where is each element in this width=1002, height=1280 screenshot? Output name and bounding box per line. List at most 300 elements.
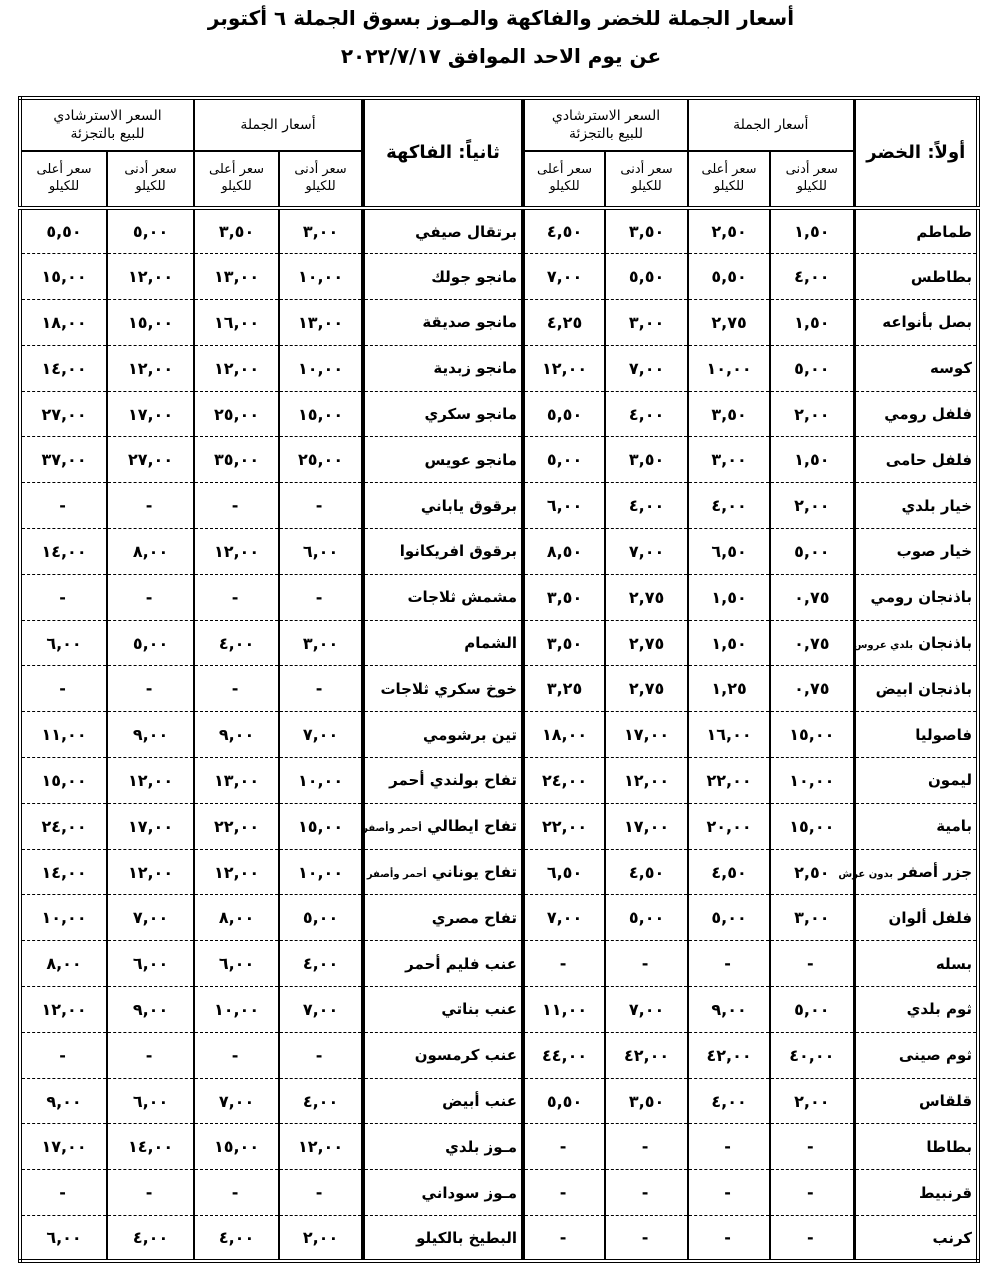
min-label: سعر أدنى [294,162,347,178]
vegetable-retail-min: ١٢,٠٠ [605,758,688,804]
vegetable-name-cell [854,1032,978,1078]
fruit-name: مانجو جولك [431,267,518,286]
vegetable-name: فلفل حامى [885,450,973,469]
vegetable-name-cell [854,300,978,346]
fruit-name-cell [363,345,523,391]
vegetable-name: جزر أصفر [898,863,973,882]
vegetable-name: بصل بأنواعه [882,313,973,332]
fruit-retail-min: ٩,٠٠ [107,712,194,758]
fruit-name: خوخ سكري ثلاجات [380,679,518,698]
table-row [20,1078,978,1124]
fruit-retail-min: - [107,1032,194,1078]
vegetable-name-cell [854,758,978,804]
vegetable-wholesale-max: ١٦,٠٠ [688,712,770,758]
fruit-wholesale-max: ٣٥,٠٠ [194,437,279,483]
fruit-retail-min: ٥,٠٠ [107,620,194,666]
per-kilo-label: للكيلو [631,179,662,194]
fruit-name-cell [363,1216,523,1262]
fruit-retail-max: ٢٤,٠٠ [20,803,107,849]
fruit-name: تفاح يوناني [431,863,518,882]
vegetable-wholesale-max: ٤,٠٠ [688,1078,770,1124]
fruit-wholesale-min: ١٥,٠٠ [279,803,363,849]
fruit-retail-max: ١٥,٠٠ [20,758,107,804]
vegetable-retail-min: ٥,٠٠ [605,895,688,941]
fruit-wholesale-max: ٤,٠٠ [194,620,279,666]
table-row [20,1216,978,1262]
vegetable-name: بطاطس [910,267,973,286]
veg-retail-header [523,98,688,151]
fruit-retail-max: ١٨,٠٠ [20,300,107,346]
vegetable-name-cell [854,803,978,849]
fruit-wholesale-min: - [279,1032,363,1078]
fruit-name: تفاح بولندي أحمر [389,771,518,790]
fruit-name: برقوق ياباني [420,496,518,515]
vegetable-wholesale-max: ١,٥٠ [688,574,770,620]
fruit-wholesale-max: - [194,483,279,529]
fruit-retail-min: ٨,٠٠ [107,529,194,575]
page-title: أسعار الجملة للخضر والفاكهة والمـوز بسوق الجملة ٦ أكتوبر [207,6,795,30]
fruit-retail-max: ٨,٠٠ [20,941,107,987]
table-row [20,1032,978,1078]
fruit-name-cell [363,300,523,346]
page-subtitle-date: عن يوم الاحد الموافق ٢٠٢٢/٧/١٧ [340,44,662,68]
fruit-name-cell [363,574,523,620]
fruit-wholesale-min: ٤,٠٠ [279,1078,363,1124]
fruit-wholesale-max: - [194,1170,279,1216]
fruit-retail-max: - [20,1170,107,1216]
veg-wholesale-header: أسعار الجملة [688,98,854,151]
vegetable-name-cell [854,941,978,987]
fruit-retail-min: ١٢,٠٠ [107,345,194,391]
veg-retail-min-header [605,151,688,208]
vegetable-wholesale-max: ٢,٥٠ [688,208,770,254]
per-kilo-label: للكيلو [135,179,166,194]
fruit-retail-max: - [20,574,107,620]
vegetable-name: خيار بلدي [901,496,973,515]
vegetable-name: ثوم صينى [898,1046,973,1065]
fruit-wholesale-min-header [279,151,363,208]
per-kilo-label: للكيلو [305,179,336,194]
vegetable-retail-max: ٧,٠٠ [523,254,605,300]
vegetable-retail-min: ١٧,٠٠ [605,712,688,758]
fruit-wholesale-max: ١٣,٠٠ [194,758,279,804]
fruit-name-cell [363,437,523,483]
fruit-wholesale-max: ١٠,٠٠ [194,987,279,1033]
fruit-retail-min: ١٢,٠٠ [107,254,194,300]
fruit-wholesale-max: ١٢,٠٠ [194,849,279,895]
vegetable-name: بطاطا [926,1137,973,1156]
fruit-name-cell [363,529,523,575]
fruit-wholesale-header: أسعار الجملة [194,98,363,151]
table-row [20,620,978,666]
vegetable-wholesale-min: - [770,941,854,987]
vegetable-wholesale-max: ٤٢,٠٠ [688,1032,770,1078]
vegetable-wholesale-max: - [688,941,770,987]
vegetable-name: باذنجان ابيض [875,679,973,698]
table-row [20,437,978,483]
vegetable-name-cell [854,574,978,620]
fruit-wholesale-max: ١٣,٠٠ [194,254,279,300]
table-row [20,1124,978,1170]
vegetable-wholesale-max: ٢٠,٠٠ [688,803,770,849]
vegetable-wholesale-max: - [688,1216,770,1262]
vegetable-retail-max: - [523,1216,605,1262]
fruit-name-cell [363,712,523,758]
fruit-wholesale-min: ١٠,٠٠ [279,758,363,804]
vegetable-wholesale-min: ٣,٠٠ [770,895,854,941]
table-row [20,666,978,712]
fruit-wholesale-min: ٢,٠٠ [279,1216,363,1262]
table-row [20,300,978,346]
fruit-name-note: أحمر وأصفر [362,823,422,835]
vegetable-retail-min: ٣,٥٠ [605,1078,688,1124]
fruit-wholesale-max: ٦,٠٠ [194,941,279,987]
fruit-retail-min: ٧,٠٠ [107,895,194,941]
vegetable-wholesale-min: ٢,٠٠ [770,483,854,529]
fruit-wholesale-min: - [279,666,363,712]
fruit-name: مانجو زبدية [433,359,518,378]
vegetable-retail-min: ٣,٥٠ [605,437,688,483]
fruit-retail-min: - [107,666,194,712]
vegetable-name: خيار صوب [896,542,973,561]
vegetable-retail-min: ٧,٠٠ [605,345,688,391]
vegetable-retail-max: ٣,٥٠ [523,574,605,620]
fruit-retail-max: ١٤,٠٠ [20,849,107,895]
max-label: سعر أعلى [537,162,593,178]
vegetable-wholesale-min: ٢,٠٠ [770,391,854,437]
vegetable-wholesale-max: ٤,٥٠ [688,849,770,895]
fruit-wholesale-min: ٣,٠٠ [279,620,363,666]
fruit-wholesale-min: ١٥,٠٠ [279,391,363,437]
fruit-wholesale-max: ٩,٠٠ [194,712,279,758]
fruit-name: تفاح مصري [431,908,518,927]
min-label: سعر أدنى [785,162,838,178]
vegetable-retail-min: ٢,٧٥ [605,620,688,666]
vegetable-name-cell [854,391,978,437]
table-row [20,849,978,895]
table-row [20,758,978,804]
max-label: سعر أعلى [36,162,92,178]
fruit-retail-min-header [107,151,194,208]
fruit-retail-max: ١١,٠٠ [20,712,107,758]
price-table [18,96,980,1263]
vegetable-retail-min: ٢,٧٥ [605,666,688,712]
fruit-wholesale-min: ٢٥,٠٠ [279,437,363,483]
fruit-retail-max: ٥,٥٠ [20,208,107,254]
vegetable-wholesale-max: ٢٢,٠٠ [688,758,770,804]
fruit-name: مـوز بلدي [445,1137,518,1156]
fruit-name: عنب كرمسون [414,1046,518,1065]
fruit-retail-min: - [107,1170,194,1216]
fruit-wholesale-min: ٧,٠٠ [279,712,363,758]
fruit-name-cell [363,391,523,437]
retail-header-line1: السعر الاسترشادي [551,107,661,124]
vegetable-retail-max: ٢٤,٠٠ [523,758,605,804]
fruit-wholesale-min: ١٠,٠٠ [279,345,363,391]
vegetable-wholesale-max: ٣,٥٠ [688,391,770,437]
fruit-wholesale-max: ٢٢,٠٠ [194,803,279,849]
fruit-wholesale-max: ٨,٠٠ [194,895,279,941]
fruit-name-cell [363,1032,523,1078]
vegetable-name-note: بلدي عروس [853,640,913,652]
vegetable-wholesale-min: ٢,٥٠ [770,849,854,895]
vegetable-retail-max: ٤٤,٠٠ [523,1032,605,1078]
fruit-retail-min: ١٥,٠٠ [107,300,194,346]
fruit-wholesale-min: - [279,574,363,620]
fruit-retail-max: ٣٧,٠٠ [20,437,107,483]
fruit-name-cell [363,483,523,529]
fruit-retail-min: ٦,٠٠ [107,941,194,987]
fruit-retail-max: ٦,٠٠ [20,620,107,666]
table-row [20,254,978,300]
fruit-wholesale-min: - [279,483,363,529]
fruit-wholesale-min: ٤,٠٠ [279,941,363,987]
vegetable-name: كرنب [932,1228,973,1247]
vegetable-wholesale-min: ١,٥٠ [770,300,854,346]
vegetable-name-cell [854,620,978,666]
fruit-retail-max: ١٤,٠٠ [20,345,107,391]
fruit-wholesale-min: ٦,٠٠ [279,529,363,575]
fruit-wholesale-max: ١٥,٠٠ [194,1124,279,1170]
fruit-retail-max: ١٢,٠٠ [20,987,107,1033]
vegetable-retail-min: - [605,1216,688,1262]
fruit-retail-min: ١٢,٠٠ [107,849,194,895]
fruit-retail-min: ٤,٠٠ [107,1216,194,1262]
table-row [20,1170,978,1216]
fruit-wholesale-max: ٣,٥٠ [194,208,279,254]
fruit-name: مـوز سوداني [421,1183,518,1202]
vegetable-wholesale-min: ٤,٠٠ [770,254,854,300]
retail-header-line2: للبيع بالتجزئة [70,126,145,142]
vegetable-name: طماطم [916,222,973,241]
vegetable-wholesale-min: ٠,٧٥ [770,574,854,620]
vegetable-wholesale-min: ٥,٠٠ [770,345,854,391]
fruit-retail-min: - [107,483,194,529]
vegetable-retail-max: ٥,٠٠ [523,437,605,483]
table-row [20,803,978,849]
vegetable-name-cell [854,1124,978,1170]
vegetable-name-cell [854,483,978,529]
fruit-name: البطيخ بالكيلو [416,1228,518,1247]
vegetable-name: باذنجان [918,634,973,653]
max-label: سعر أعلى [701,162,757,178]
table-row [20,529,978,575]
table-row [20,712,978,758]
fruit-wholesale-min: - [279,1170,363,1216]
fruit-name-cell [363,803,523,849]
vegetable-retail-min: ٣,٠٠ [605,300,688,346]
vegetable-wholesale-min: ٥,٠٠ [770,987,854,1033]
vegetable-name: فلفل ألوان [888,908,973,927]
vegetable-wholesale-max: ٥,٥٠ [688,254,770,300]
table-row [20,483,978,529]
fruit-name-cell [363,666,523,712]
vegetable-name: كوسه [930,359,973,378]
vegetable-name: فلفل رومي [884,405,973,424]
fruit-wholesale-max: ٢٥,٠٠ [194,391,279,437]
vegetable-retail-min: - [605,1124,688,1170]
vegetable-name-cell [854,529,978,575]
vegetable-wholesale-max: ١٠,٠٠ [688,345,770,391]
fruit-retail-min: ٩,٠٠ [107,987,194,1033]
vegetable-wholesale-min: ٠,٧٥ [770,620,854,666]
vegetable-wholesale-min: - [770,1216,854,1262]
fruit-wholesale-max: ١٦,٠٠ [194,300,279,346]
fruit-retail-max: ٦,٠٠ [20,1216,107,1262]
vegetable-retail-min: ٤,٠٠ [605,483,688,529]
fruit-retail-max: ٩,٠٠ [20,1078,107,1124]
vegetable-retail-min: ٧,٠٠ [605,529,688,575]
vegetable-retail-max: ١١,٠٠ [523,987,605,1033]
fruit-name: مانجو عويس [424,450,518,469]
vegetable-retail-min: ٤,٥٠ [605,849,688,895]
fruit-name: عنب فليم أحمر [405,954,518,973]
fruit-name-cell [363,849,523,895]
fruit-wholesale-min: ١٠,٠٠ [279,254,363,300]
fruit-retail-max: - [20,483,107,529]
veg-retail-max-header [523,151,605,208]
fruit-retail-max-header [20,151,107,208]
vegetable-name: بسله [935,954,973,973]
vegetable-wholesale-max: - [688,1170,770,1216]
retail-header-line1: السعر الاسترشادي [53,107,162,124]
fruit-name: عنب أبيض [442,1092,518,1111]
retail-header-line2: للبيع بالتجزئة [568,126,644,142]
vegetable-name-cell [854,712,978,758]
vegetable-wholesale-max: ١,٥٠ [688,620,770,666]
fruit-wholesale-min: ٣,٠٠ [279,208,363,254]
fruit-wholesale-max: - [194,1032,279,1078]
fruit-retail-min: ٦,٠٠ [107,1078,194,1124]
vegetable-wholesale-min: ١٥,٠٠ [770,712,854,758]
vegetable-wholesale-min: ٥,٠٠ [770,529,854,575]
vegetable-wholesale-min: ١٠,٠٠ [770,758,854,804]
vegetable-wholesale-max: - [688,1124,770,1170]
fruit-name: تفاح ايطالي [427,817,518,836]
fruit-wholesale-min: ١٣,٠٠ [279,300,363,346]
vegetable-retail-min: - [605,941,688,987]
fruit-retail-max: ٢٧,٠٠ [20,391,107,437]
vegetable-wholesale-max: ٥,٠٠ [688,895,770,941]
vegetable-retail-min: ٢,٧٥ [605,574,688,620]
fruit-wholesale-max: ٧,٠٠ [194,1078,279,1124]
fruit-name: مانجو سكري [424,405,518,424]
fruit-name-cell [363,941,523,987]
vegetable-retail-max: ٣,٥٠ [523,620,605,666]
fruit-name: تين برشومي [422,725,518,744]
vegetable-name-cell [838,849,978,895]
fruit-wholesale-max-header [194,151,279,208]
vegetable-wholesale-min: ١,٥٠ [770,437,854,483]
fruit-name-cell [363,758,523,804]
vegetable-retail-max: ١٢,٠٠ [523,345,605,391]
vegetable-retail-max: - [523,1170,605,1216]
fruit-wholesale-min: ٥,٠٠ [279,895,363,941]
vegetable-retail-min: ٤٢,٠٠ [605,1032,688,1078]
vegetable-retail-min: ٤,٠٠ [605,391,688,437]
min-label: سعر أدنى [124,162,177,178]
vegetable-wholesale-min: - [770,1124,854,1170]
fruit-retail-max: ١٤,٠٠ [20,529,107,575]
vegetable-retail-min: - [605,1170,688,1216]
vegetable-retail-max: ٢٢,٠٠ [523,803,605,849]
vegetable-retail-min: ٧,٠٠ [605,987,688,1033]
vegetable-wholesale-max: ٤,٠٠ [688,483,770,529]
table-row [20,208,978,254]
fruit-wholesale-max: ١٢,٠٠ [194,345,279,391]
vegetable-wholesale-max: ٢,٧٥ [688,300,770,346]
fruit-name: مانجو صديقة [422,313,518,332]
vegetable-retail-max: ٦,٠٠ [523,483,605,529]
vegetables-section-header: أولاً: الخضر [854,98,978,208]
fruit-name-cell [363,987,523,1033]
fruit-retail-max: ١٥,٠٠ [20,254,107,300]
fruit-retail-min: - [107,574,194,620]
vegetable-name: قرنبيط [918,1183,973,1202]
fruit-retail-max: - [20,1032,107,1078]
vegetable-retail-max: ٥,٥٠ [523,1078,605,1124]
table-row [20,941,978,987]
table-row [20,895,978,941]
fruit-retail-min: ١٢,٠٠ [107,758,194,804]
fruit-name: مشمش ثلاجات [407,588,518,607]
vegetable-retail-max: - [523,1124,605,1170]
vegetable-retail-max: - [523,941,605,987]
per-kilo-label: للكيلو [549,179,580,194]
fruit-name: الشمام [464,634,518,653]
fruit-retail-min: ٥,٠٠ [107,208,194,254]
fruit-retail-max: ١٠,٠٠ [20,895,107,941]
fruit-name-cell [363,1124,523,1170]
vegetable-name-cell [854,1170,978,1216]
fruit-wholesale-min: ١٠,٠٠ [279,849,363,895]
vegetable-name: باذنجان رومي [870,588,973,607]
per-kilo-label: للكيلو [713,179,745,194]
vegetable-retail-max: ٨,٥٠ [523,529,605,575]
per-kilo-label: للكيلو [796,179,827,194]
fruit-name-cell [363,620,523,666]
vegetable-retail-max: ٤,٥٠ [523,208,605,254]
price-table-body [20,208,978,1261]
fruit-wholesale-max: ٤,٠٠ [194,1216,279,1262]
vegetable-wholesale-max: ١,٢٥ [688,666,770,712]
vegetable-name-cell [854,987,978,1033]
fruit-retail-min: ١٧,٠٠ [107,803,194,849]
fruit-retail-min: ١٤,٠٠ [107,1124,194,1170]
vegetable-retail-max: ٣,٢٥ [523,666,605,712]
fruit-name-cell [363,895,523,941]
table-row [20,574,978,620]
vegetable-name-cell [854,254,978,300]
vegetable-wholesale-min: ٢,٠٠ [770,1078,854,1124]
fruit-wholesale-max: ١٢,٠٠ [194,529,279,575]
fruit-name-cell [363,1170,523,1216]
vegetable-name: ليمون [928,771,973,790]
vegetable-wholesale-min: ١,٥٠ [770,208,854,254]
vegetable-wholesale-min: ٤٠,٠٠ [770,1032,854,1078]
vegetable-retail-min: ١٧,٠٠ [605,803,688,849]
vegetable-retail-max: ٦,٥٠ [523,849,605,895]
per-kilo-label: للكيلو [221,179,252,194]
min-label: سعر أدنى [620,162,673,178]
fruits-section-header: ثانياً: الفاكهة [363,98,523,208]
fruit-retail-min: ١٧,٠٠ [107,391,194,437]
vegetable-retail-max: ٤,٢٥ [523,300,605,346]
vegetable-wholesale-min: - [770,1170,854,1216]
table-row [20,987,978,1033]
veg-wholesale-max-header [688,151,770,208]
per-kilo-label: للكيلو [48,179,80,194]
